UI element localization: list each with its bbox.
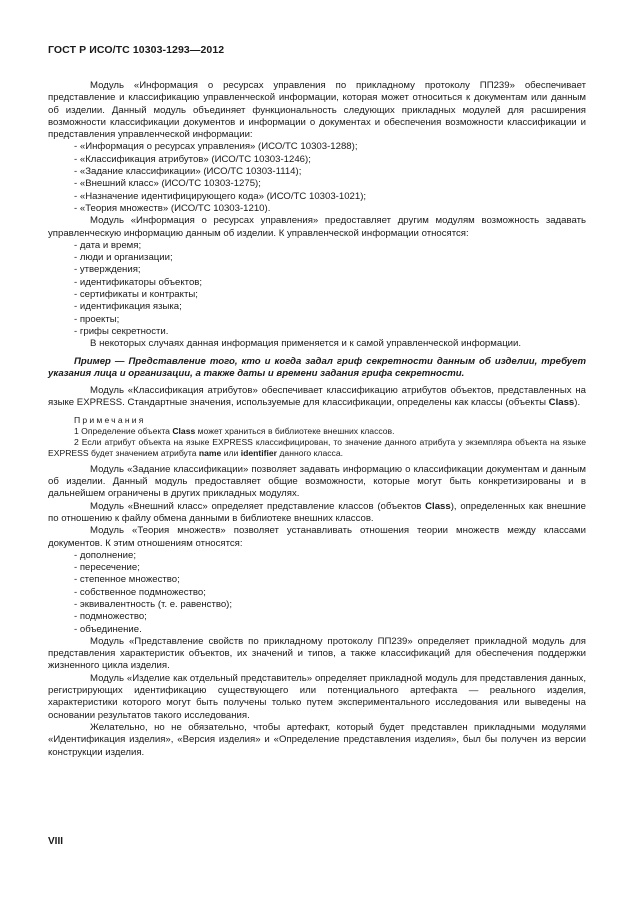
paragraph-5: Модуль «Задание классификации» позволяет задавать информацию о классификации документам и данным об изделии. Данный модуль предоставляет общие возможности, которые могут быть конкретизированы и в дальнейшем ограничены в других прикладных модулях. xyxy=(48,463,586,500)
list-item: - утверждения; xyxy=(74,264,141,276)
list-item: - эквивалентность (т. е. равенство); xyxy=(74,598,233,610)
document-page xyxy=(48,44,586,759)
note-2: 2 Если атрибут объекта на языке EXPRESS классифицирован, то значение данного атрибута у экземпляра объекта на языке EXPRESS будет значением атрибута name или identifier данного класса. xyxy=(48,436,586,458)
list-item: - идентификаторы объектов; xyxy=(74,276,203,288)
list-item: - идентификация языка; xyxy=(74,301,182,313)
document-header: ГОСТ Р ИСО/ТС 10303-1293—2012 xyxy=(48,44,225,56)
paragraph-6: Модуль «Внешний класс» определяет представление классов (объектов Class), определенных как внешние по отношению к файлу обмена данными в библиотеке внешних классов. xyxy=(48,500,586,524)
paragraph-8: Модуль «Представление свойств по прикладному протоколу ПП239» определяет прикладной модуль для представления характеристик объектов, их значений и типов, а также классификаций для обеспечения поддержки жизненного цикла изделия. xyxy=(48,635,586,672)
list-item: - степенное множество; xyxy=(74,574,180,586)
list-item: - подмножество; xyxy=(74,611,147,623)
example-block: Пример — Представление того, кто и когда задал гриф секретности данным об изделии, требует указания лица и организации, а также даты и времени задания грифа секретности. xyxy=(48,355,586,379)
list-item: - «Внешний класс» (ИСО/ТС 10303-1275); xyxy=(74,178,261,190)
list-3 xyxy=(48,550,586,636)
list-item: - грифы секретности. xyxy=(74,325,169,337)
list-item: - люди и организации; xyxy=(74,252,173,264)
paragraph-9: Модуль «Изделие как отдельный представитель» определяет прикладной модуль для представления данных, регистрирующих идентификацию существующего или потенциального артефакта — реального изделия, характеристики которого могут быть получены только путем экспериментального исследования или выведены на основании результатов такого исследования. xyxy=(48,672,586,721)
list-item: - «Задание классификации» (ИСО/ТС 10303-1114); xyxy=(74,166,302,178)
note-1: 1 Определение объекта Class может храниться в библиотеке внешних классов. xyxy=(74,425,395,436)
paragraph-4: Модуль «Классификация атрибутов» обеспечивает классификацию атрибутов объектов, представленных на языке EXPRESS. Стандартные значения, используемые для классификации, определены как классы (объекты Class). xyxy=(48,385,586,409)
paragraph-3: В некоторых случаях данная информация применяется и к самой управленческой информации. xyxy=(90,338,522,350)
list-item: - «Назначение идентифицирующего кода» (ИСО/ТС 10303-1021); xyxy=(74,190,367,202)
paragraph-7: Модуль «Теория множеств» позволяет устанавливать отношения теории множеств между классами документов. К этим отношениям относятся: xyxy=(48,525,586,549)
list-item: - дата и время; xyxy=(74,239,142,251)
paragraph-10: Желательно, но не обязательно, чтобы артефакт, который будет представлен прикладными модулями «Идентификация изделия», «Версия изделия» и «Определение представления изделия», был бы получен из версии конструкции изделия. xyxy=(48,721,586,758)
list-2 xyxy=(48,240,586,338)
paragraph-2: Модуль «Информация о ресурсах управления» предоставляет другим модулям возможность задавать управленческую информацию данным об изделии. К управленческой информации относятся: xyxy=(48,215,586,239)
list-item: - дополнение; xyxy=(74,549,137,561)
notes-block xyxy=(48,415,586,459)
list-item: - сертификаты и контракты; xyxy=(74,289,198,301)
list-1 xyxy=(48,141,586,215)
list-item: - пересечение; xyxy=(74,562,140,574)
list-item: - «Информация о ресурсах управления» (ИСО/ТС 10303-1288); xyxy=(74,141,358,153)
paragraph-1: Модуль «Информация о ресурсах управления по прикладному протоколу ПП239» обеспечивает представление и классификацию управленческой информации, которая может относиться к документам или данным об изделии. Данный модуль объединяет функциональность следующих прикладных модулей для расширения возможности классификации документов и информации о документах и обеспечения возможности классификации и представления управленческой информации: xyxy=(48,80,586,141)
page-number: VIII xyxy=(48,836,64,847)
list-item: - «Классификация атрибутов» (ИСО/ТС 10303-1246); xyxy=(74,153,311,165)
list-item: - объединение. xyxy=(74,623,142,635)
list-item: - проекты; xyxy=(74,313,120,325)
list-item: - «Теория множеств» (ИСО/ТС 10303-1210). xyxy=(74,202,271,214)
list-item: - собственное подмножество; xyxy=(74,586,206,598)
notes-heading: Примечания xyxy=(74,414,146,425)
